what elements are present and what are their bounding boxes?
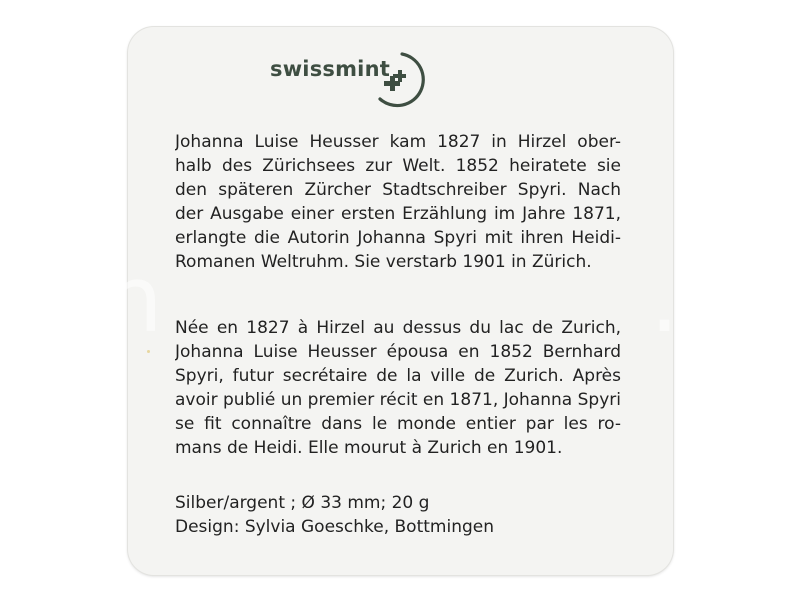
watermark-text-left: sch: [6, 246, 163, 353]
text-line: mans de Heidi. Elle mourut à Zurich en 1901.: [175, 438, 563, 458]
text-line: der Ausgabe einer ersten Erzählung im Jahre 1871,: [175, 204, 621, 224]
coin-specifications: [175, 491, 494, 539]
text-line: Née en 1827 à Hirzel au dessus du lac de Zurich,: [175, 318, 621, 338]
swissmint-logo: [270, 47, 450, 109]
material-spec: Silber/argent ; Ø 33 mm; 20 g: [175, 493, 430, 513]
text-line: halb des Zürichsees zur Welt. 1852 heiratete sie: [175, 156, 621, 176]
text-line: avoir publié un premier récit en 1871, Johanna Spyri: [175, 390, 621, 410]
swissmint-cross-circle-icon: [362, 47, 440, 109]
text-line: Spyri, futur secrétaire de la ville de Zurich. Après: [175, 366, 621, 386]
logo-text: swissmint: [270, 57, 390, 81]
description-french: [175, 316, 621, 460]
text-line: erlangte die Autorin Johanna Spyri mit ihren Heidi-: [175, 228, 621, 248]
designer-credit: Design: Sylvia Goeschke, Bottmingen: [175, 517, 494, 537]
paper-speck: [147, 350, 150, 353]
watermark-text-right: .ch: [649, 246, 788, 353]
text-line: den späteren Zürcher Stadtschreiber Spyri. Nach: [175, 180, 621, 200]
text-line: se fit connaître dans le monde entier par les ro-: [175, 414, 621, 434]
text-line: Johanna Luise Heusser kam 1827 in Hirzel ober-: [175, 132, 621, 152]
text-line: Romanen Weltruhm. Sie verstarb 1901 in Zürich.: [175, 252, 592, 272]
text-line: Johanna Luise Heusser épousa en 1852 Bernhard: [175, 342, 621, 362]
description-german: [175, 130, 621, 274]
